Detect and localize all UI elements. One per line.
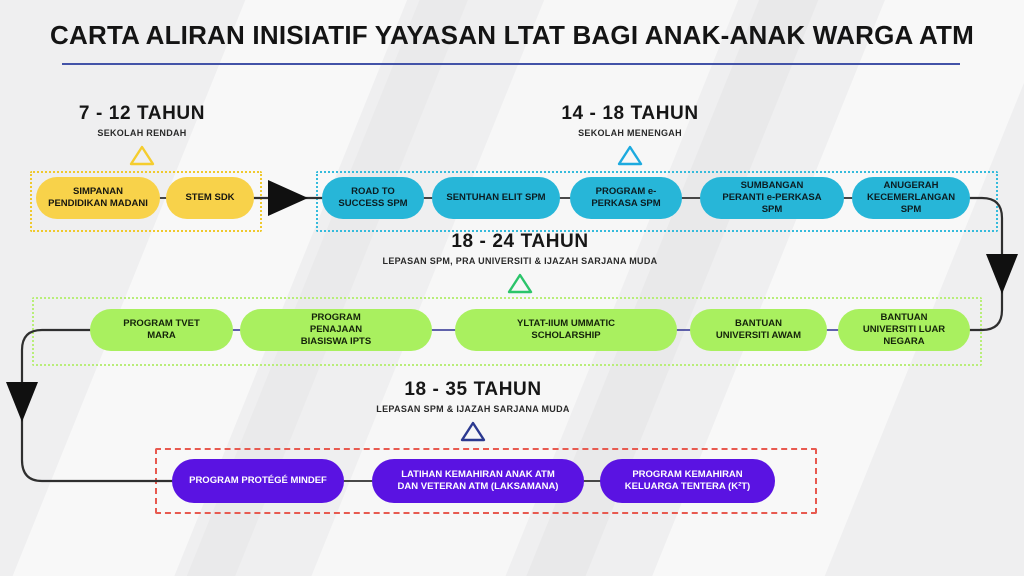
stage-1-age: 7 - 12 TAHUN bbox=[78, 103, 206, 124]
program-pill-anugerah-kecemerlangan-spm: ANUGERAH KECEMERLANGAN SPM bbox=[852, 177, 970, 219]
stage-2-header bbox=[520, 103, 740, 167]
down-arrow-left-icon bbox=[6, 382, 38, 422]
program-pill-bantuan-universiti-luar-negara: BANTUAN UNIVERSITI LUAR NEGARA bbox=[838, 309, 970, 351]
stage-2-age: 14 - 18 TAHUN bbox=[561, 103, 699, 124]
stage-2-triangle-icon bbox=[616, 144, 644, 167]
program-pill-sentuhan-elit-spm: SENTUHAN ELIT SPM bbox=[432, 177, 560, 219]
page-title: CARTA ALIRAN INISIATIF YAYASAN LTAT BAGI ANAK-ANAK WARGA ATM bbox=[50, 20, 974, 50]
stage-4-subtitle: LEPASAN SPM & IJAZAH SARJANA MUDA bbox=[376, 404, 570, 414]
down-arrow-right-icon bbox=[986, 254, 1018, 294]
program-pill-program-protege-mindef: PROGRAM PROTÉGÉ MINDEF bbox=[172, 459, 344, 503]
program-pill-program-penajaan-biasiswa-ipts: PROGRAM PENAJAAN BIASISWA IPTS bbox=[240, 309, 432, 351]
stage-4-triangle-icon bbox=[459, 420, 487, 443]
stage-3-subtitle: LEPASAN SPM, PRA UNIVERSITI & IJAZAH SARJANA MUDA bbox=[382, 256, 658, 266]
program-pill-program-e-perkasa-spm: PROGRAM e-PERKASA SPM bbox=[570, 177, 682, 219]
right-arrow-icon bbox=[268, 180, 308, 216]
program-pill-program-tvet-mara: PROGRAM TVET MARA bbox=[90, 309, 233, 351]
program-pill-bantuan-universiti-awam: BANTUAN UNIVERSITI AWAM bbox=[690, 309, 827, 351]
stage-1-header bbox=[32, 103, 252, 167]
stage-3-header bbox=[295, 231, 745, 295]
stage-1-subtitle: SEKOLAH RENDAH bbox=[97, 128, 187, 138]
program-pill-latihan-kemahiran-laksamana: LATIHAN KEMAHIRAN ANAK ATM DAN VETERAN ATM (LAKSAMANA) bbox=[372, 459, 584, 503]
stage-3-age: 18 - 24 TAHUN bbox=[451, 231, 589, 252]
program-pill-yltat-iium-ummatic-scholarship: YLTAT-IIUM UMMATIC SCHOLARSHIP bbox=[455, 309, 677, 351]
title-underline bbox=[62, 63, 960, 65]
program-pill-sumbangan-peranti-e-perkasa-spm: SUMBANGAN PERANTI e-PERKASA SPM bbox=[700, 177, 844, 219]
stage-2-subtitle: SEKOLAH MENENGAH bbox=[578, 128, 682, 138]
stage-4-age: 18 - 35 TAHUN bbox=[404, 379, 542, 400]
program-pill-program-kemahiran-k2t: PROGRAM KEMAHIRAN KELUARGA TENTERA (K²T) bbox=[600, 459, 775, 503]
stage-1-triangle-icon bbox=[128, 144, 156, 167]
stage-3-triangle-icon bbox=[506, 272, 534, 295]
connector-stage3-to-stage4 bbox=[22, 330, 176, 481]
stage-4-header bbox=[248, 379, 698, 443]
program-pill-road-to-success-spm: ROAD TO SUCCESS SPM bbox=[322, 177, 424, 219]
program-pill-simpanan-pendidikan-madani: SIMPANAN PENDIDIKAN MADANI bbox=[36, 177, 160, 219]
program-pill-stem-sdk: STEM SDK bbox=[166, 177, 254, 219]
